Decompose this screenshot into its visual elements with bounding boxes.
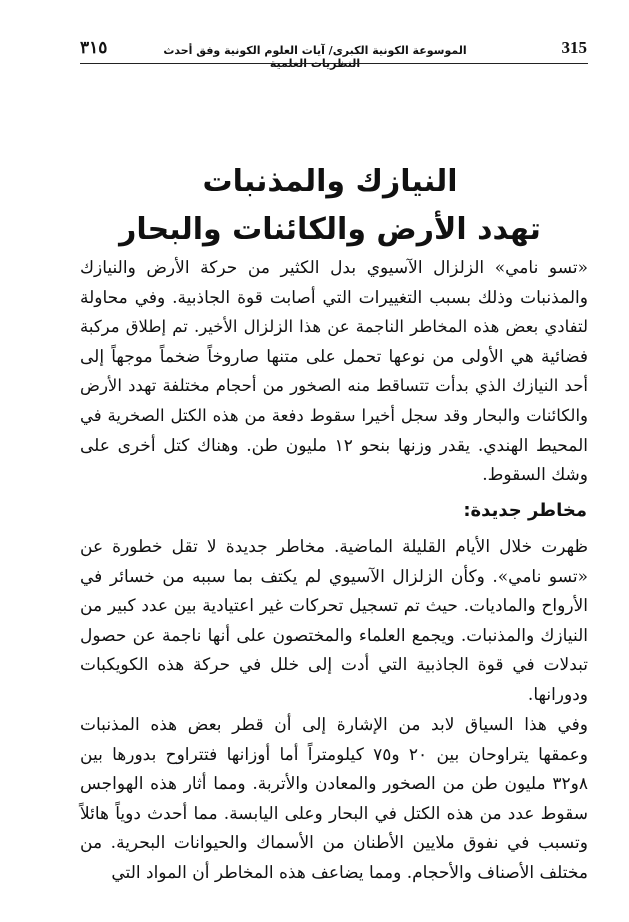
text-line: وتسبب في نفوق ملايين الأطنان من الأسماك والحيوانات البحرية. من	[80, 833, 588, 854]
chapter-title-line1: النيازك والمذنبات	[202, 164, 458, 199]
text-line: ٨و٣٢ مليون طن من الصخور والمعادن والأتربة. ومما أثار هذه الهواجس	[80, 774, 588, 795]
text-line: ودورانها.	[527, 685, 588, 705]
text-line: سقوط عدد من هذه الكتل في البحار وعلى اليابسة. مما أحدث دوياً هائلاً	[80, 803, 588, 824]
text-line: والكائنات والبحار وقد سجل أخيرا سقوط دفعة من هذه الكتل الصخرية في	[80, 406, 588, 425]
text-line: وشك السقوط.	[482, 465, 588, 486]
text-line: وفي هذا السياق لابد من الإشارة إلى أن قطر بعض هذه المذنبات	[80, 715, 588, 735]
subheading: مخاطر جديدة:	[463, 500, 587, 521]
header-rule	[80, 63, 588, 64]
text-line: فضائية هي الأولى من نوعها تحمل على متنها صاروخاً ضخماً موجهاً إلى	[80, 346, 588, 367]
text-line: تبدلات في قوة الجاذبية التي أدت إلى خلل في حركة هذه الكويكبات	[80, 655, 588, 676]
chapter-title-line2: تهدد الأرض والكائنات والبحار	[119, 212, 541, 247]
page-number: 315	[561, 38, 587, 57]
running-header-title: الموسوعة الكونية الكبرى/ آيات العلوم الكونية وفق أحدث النظريات العلمية	[163, 44, 467, 70]
text-line: لتفادي بعض هذه المخاطر الناجمة عن هذا الزلزال الأخير. تم إطلاق مركبة	[80, 317, 588, 337]
text-line: وعمقها يتراوحان بين ٢٠ و٧٥ كيلومتراً أما أوزانها فتتراوح بدورها بين	[80, 744, 588, 765]
text-line: المحيط الهندي. يقدر وزنها بنحو ١٢ مليون طن. وهناك كتل أخرى على	[80, 435, 588, 456]
text-line: مختلف الأصناف والأحجام. ومما يضاعف هذه المخاطر أن المواد التي	[111, 863, 588, 883]
text-line: «تسو نامي». وكأن الزلزال الآسيوي لم يكتف بما سببه من خسائر في	[80, 566, 588, 587]
text-line: النيازك والمذنبات. ويجمع العلماء والمختصون على أنها ناجمة عن حصول	[80, 625, 588, 646]
text-line: «تسو نامي» الزلزال الآسيوي بدل الكثير من حركة الأرض والنيازك	[80, 258, 588, 278]
text-line: الأرواح والماديات. حيث تم تسجيل تحركات غير اعتيادية بين عدد كبير من	[80, 596, 588, 617]
page-number-arabic: ٣١٥	[80, 38, 108, 58]
text-line: والمذنبات وذلك بسبب التغييرات التي أصابت قوة الجاذبية. وفي محاولة	[80, 287, 588, 308]
text-line: ظهرت خلال الأيام القليلة الماضية. مخاطر جديدة لا تقل خطورة عن	[80, 537, 588, 557]
text-line: أحد النيازك الذي بدأت تتساقط منه الصخور من أحجام مختلفة تهدد الأرض	[80, 376, 588, 396]
